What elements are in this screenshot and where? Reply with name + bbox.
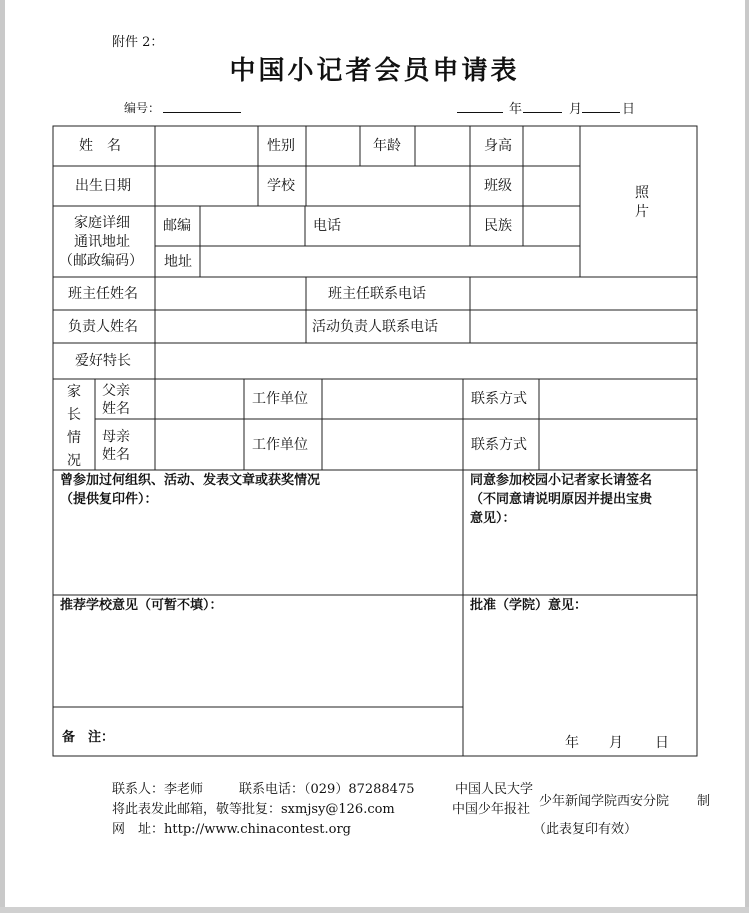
footer-email: 将此表发此邮箱，敬等批复：sxmjsy@126.com	[112, 802, 395, 817]
footer-made-label: 制	[697, 794, 711, 809]
parent-label-2: 长	[67, 407, 81, 423]
experience-label-line1: 曾参加过何组织、活动、发表文章或获奖情况	[60, 473, 321, 488]
mother-label-bottom: 姓名	[102, 447, 130, 463]
school-opinion-label: 推荐学校意见（可暂不填）：	[60, 598, 223, 613]
parent-label-1: 家	[67, 384, 81, 400]
consent-label-line2: （不同意请说明原因并提出宝贵	[470, 492, 653, 507]
sign-day-label: 日	[655, 735, 669, 751]
age-label: 年龄	[373, 138, 401, 154]
address-label-line1: 家庭详细	[74, 215, 130, 231]
parent-label-3: 情	[67, 430, 81, 446]
father-label-bottom: 姓名	[102, 401, 130, 417]
annex-label: 附件 2：	[112, 35, 164, 50]
photo-label-bottom: 片	[635, 204, 649, 220]
teacher-name-label: 班主任姓名	[68, 286, 138, 302]
approval-label: 批准（学院）意见：	[470, 598, 588, 613]
class-label: 班级	[484, 178, 512, 194]
father-work-unit-label: 工作单位	[252, 391, 308, 407]
sign-year-label: 年	[565, 735, 579, 751]
teacher-phone-label: 班主任联系电话	[328, 286, 426, 302]
photo-label-top: 照	[635, 185, 649, 201]
mother-contact-label: 联系方式	[471, 437, 527, 453]
birth-date-label: 出生日期	[75, 178, 131, 194]
leader-name-label: 负责人姓名	[68, 319, 138, 335]
street-address-label: 地址	[164, 254, 192, 270]
ethnic-label: 民族	[484, 218, 512, 234]
form-title: 中国小记者会员申请表	[229, 56, 520, 86]
remarks-label: 备 注：	[62, 730, 115, 745]
address-label-line3: （邮政编码）	[59, 253, 143, 269]
parent-label-4: 况	[67, 453, 81, 469]
mother-work-unit-label: 工作单位	[252, 437, 308, 453]
consent-label-line1: 同意参加校园小记者家长请签名	[470, 473, 653, 488]
gender-label: 性别	[267, 138, 295, 154]
footer-phone: 联系电话：（029）87288475	[239, 782, 415, 797]
zip-label: 邮编	[163, 218, 191, 234]
father-label-top: 父亲	[102, 383, 130, 399]
footer-contact-person: 联系人：李老师	[112, 782, 204, 797]
serial-number-label: 编号：	[124, 101, 161, 115]
footer-copy-note: （此表复印有效）	[533, 822, 638, 837]
phone-label: 电话	[313, 218, 341, 234]
day-label: 日	[622, 102, 636, 117]
school-label: 学校	[267, 178, 295, 194]
leader-phone-label: 活动负责人联系电话	[312, 319, 438, 335]
address-label-line2: 通讯地址	[74, 234, 130, 250]
experience-label-line2: （提供复印件）：	[60, 492, 158, 507]
month-label: 月	[569, 102, 583, 117]
footer-website: 网 址：http://www.chinacontest.org	[112, 822, 351, 837]
year-label: 年	[509, 102, 523, 117]
mother-label-top: 母亲	[102, 429, 130, 445]
footer-org-line3: 中国少年报社	[452, 802, 531, 817]
hobby-label: 爱好特长	[75, 353, 131, 369]
footer-org-line1: 中国人民大学	[455, 782, 534, 797]
height-label: 身高	[484, 138, 512, 154]
name-label: 姓 名	[79, 138, 121, 154]
footer-org-line2: 少年新闻学院西安分院	[539, 794, 670, 809]
sign-month-label: 月	[609, 735, 623, 751]
father-contact-label: 联系方式	[471, 391, 527, 407]
consent-label-line3: 意见）：	[470, 511, 516, 526]
